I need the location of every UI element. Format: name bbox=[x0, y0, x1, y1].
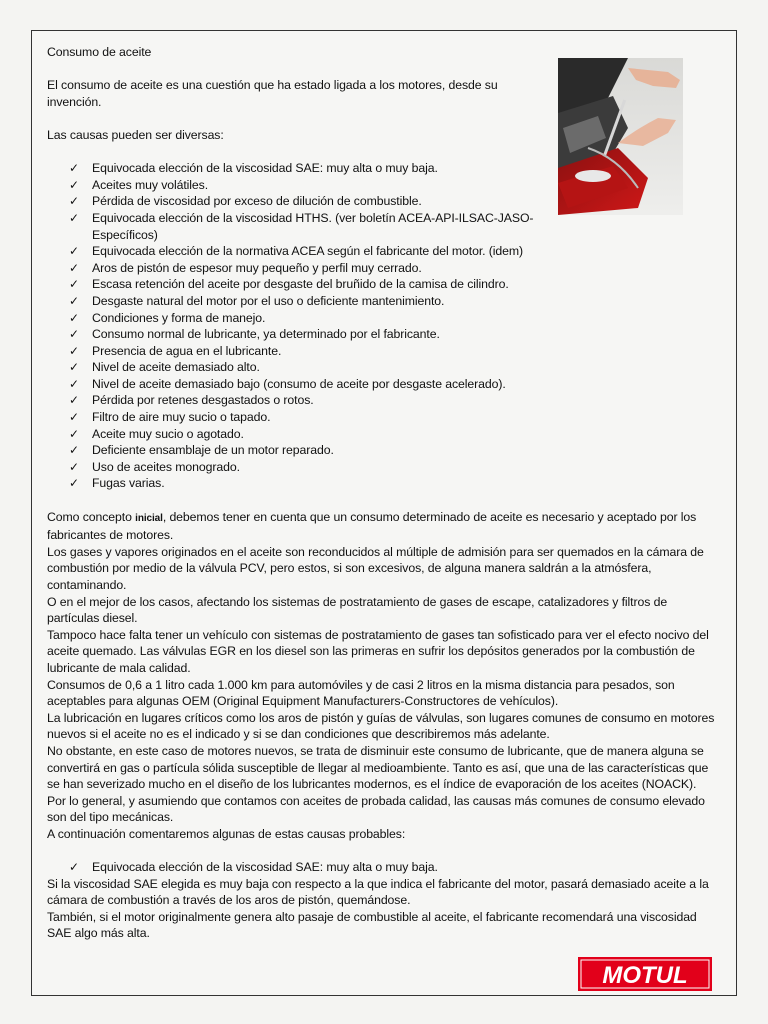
check-icon: ✓ bbox=[69, 177, 79, 192]
check-icon: ✓ bbox=[69, 376, 79, 391]
list-item: ✓ Condiciones y forma de manejo. bbox=[69, 310, 266, 325]
list-item: ✓ Desgaste natural del motor por el uso o deficiente mantenimiento. bbox=[69, 293, 445, 308]
postratamiento-paragraph: O en el mejor de los casos, afectando los sistemas de postratamiento de gases de escape, catalizadores y filtros de partículas diesel. bbox=[47, 594, 668, 626]
consumos-paragraph: Consumos de 0,6 a 1 litro cada 1.000 km para automóviles y de casi 2 litros en la misma distancia para pesados, son aceptables para algunas OEM (Original Equipment Manufacturers-Constructores de vehículos). bbox=[47, 677, 675, 709]
list-item: ✓ Equivocada elección de la viscosidad SAE: muy alta o muy baja. bbox=[69, 860, 438, 875]
intro-paragraph: El consumo de aceite es una cuestión que ha estado ligada a los motores, desde su invención. bbox=[47, 78, 498, 109]
check-icon: ✓ bbox=[69, 244, 79, 259]
list-item: ✓ Filtro de aire muy sucio o tapado. bbox=[69, 410, 271, 425]
concept-paragraph: Como concepto inicial, debemos tener en cuenta que un consumo determinado de aceite es necesario y aceptado por los fabricantes de motores. bbox=[47, 509, 697, 543]
cause-detail-list bbox=[47, 859, 719, 876]
check-icon: ✓ bbox=[69, 210, 79, 225]
check-icon: ✓ bbox=[69, 277, 79, 292]
check-icon: ✓ bbox=[69, 161, 79, 176]
check-icon: ✓ bbox=[69, 293, 79, 308]
check-icon: ✓ bbox=[69, 194, 79, 209]
check-icon: ✓ bbox=[69, 426, 79, 441]
motul-logo-image bbox=[578, 957, 712, 991]
noobstante-paragraph: No obstante, en este caso de motores nuevos, se trata de disminuir este consumo de lubricante, que de manera alguna se convertirá en gas o partícula sólida susceptible de llegar al medioambiente. Tanto es así, que una de las características que se han severizado mucho en el diseño de los lubricantes modernos, es el índice de evaporación de los aceites (NOACK). bbox=[47, 743, 709, 792]
logo-text: MOTUL bbox=[602, 962, 688, 989]
list-item: ✓ Fugas varias. bbox=[69, 476, 165, 491]
list-item: ✓ Consumo normal de lubricante, ya determinado por el fabricante. bbox=[69, 327, 440, 342]
check-icon: ✓ bbox=[69, 459, 79, 474]
document-body bbox=[47, 44, 719, 942]
check-icon: ✓ bbox=[69, 360, 79, 375]
tambien-paragraph: También, si el motor originalmente genera alto pasaje de combustible al aceite, el fabricante recomendará una viscosidad SAE algo más alta. bbox=[47, 909, 697, 941]
check-icon: ✓ bbox=[69, 443, 79, 458]
sisae-paragraph: Si la viscosidad SAE elegida es muy baja con respecto a la que indica el fabricante del motor, pasará demasiado aceite a la cámara de combustión a través de los aros de pistón, quemándose. bbox=[47, 876, 709, 908]
motul-logo bbox=[578, 957, 712, 991]
check-icon: ✓ bbox=[69, 476, 79, 491]
causes-list bbox=[47, 160, 719, 492]
continuacion-paragraph: A continuación comentaremos algunas de estas causas probables: bbox=[47, 826, 406, 841]
list-item: ✓ Equivocada elección de la normativa ACEA según el fabricante del motor. (idem) bbox=[69, 244, 524, 259]
tampoco-paragraph: Tampoco hace falta tener un vehículo con sistemas de postratamiento de gases tan sofisticado para ver el efecto nocivo del aceite quemado. Las válvulas EGR en los diesel son las primeras en sufrir los depósitos generados por la combustión de lubricante de mala calidad. bbox=[47, 627, 709, 675]
concept-bold-word: inicial bbox=[135, 512, 163, 524]
list-item: ✓ Pérdida por retenes desgastados o rotos. bbox=[69, 393, 314, 408]
list-item: ✓ Aros de pistón de espesor muy pequeño y perfil muy cerrado. bbox=[69, 260, 422, 275]
check-icon: ✓ bbox=[69, 410, 79, 425]
check-icon: ✓ bbox=[69, 860, 79, 875]
check-icon: ✓ bbox=[69, 343, 79, 358]
list-item: ✓ Nivel de aceite demasiado bajo (consumo de aceite por desgaste acelerado). bbox=[69, 376, 506, 391]
list-item: ✓ Pérdida de viscosidad por exceso de dilución de combustible. bbox=[69, 194, 422, 209]
list-item: ✓ Nivel de aceite demasiado alto. bbox=[69, 360, 260, 375]
lubricacion-paragraph: La lubricación en lugares críticos como los aros de pistón y guías de válvulas, son lugares comunes de consumo en motores nuevos si el aceite no es el indicado y si se dan condiciones que describiremos más adelante. bbox=[47, 710, 715, 742]
check-icon: ✓ bbox=[69, 310, 79, 325]
list-item: ✓ Aceites muy volátiles. bbox=[69, 177, 209, 192]
document-title: Consumo de aceite bbox=[47, 45, 152, 59]
check-icon: ✓ bbox=[69, 327, 79, 342]
check-icon: ✓ bbox=[69, 260, 79, 275]
list-item: ✓ Equivocada elección de la viscosidad SAE: muy alta o muy baja. bbox=[69, 161, 438, 176]
list-item: ✓ Escasa retención del aceite por desgaste del bruñido de la camisa de cilindro. bbox=[69, 277, 509, 292]
check-icon: ✓ bbox=[69, 393, 79, 408]
document-page bbox=[31, 30, 737, 996]
general-paragraph: Por lo general, y asumiendo que contamos con aceites de probada calidad, las causas más comunes de consumo elevado son del tipo mecánicas. bbox=[47, 793, 705, 825]
list-item: ✓ Aceite muy sucio o agotado. bbox=[69, 426, 244, 441]
list-item: ✓ Uso de aceites monogrado. bbox=[69, 459, 240, 474]
list-item: ✓ Equivocada elección de la viscosidad HTHS. (ver boletín ACEA-API-ILSAC-JASO-Específicos) bbox=[69, 210, 534, 242]
causes-intro: Las causas pueden ser diversas: bbox=[47, 127, 224, 142]
gases-paragraph: Los gases y vapores originados en el aceite son reconducidos al múltiple de admisión para ser quemados en la cámara de combustión por medio de la válvula PCV, pero estos, si son excesivos, de alguna manera saldrán a la atmósfera, contaminando. bbox=[47, 544, 704, 592]
list-item: ✓ Presencia de agua en el lubricante. bbox=[69, 343, 282, 358]
list-item: ✓ Deficiente ensamblaje de un motor reparado. bbox=[69, 443, 334, 458]
